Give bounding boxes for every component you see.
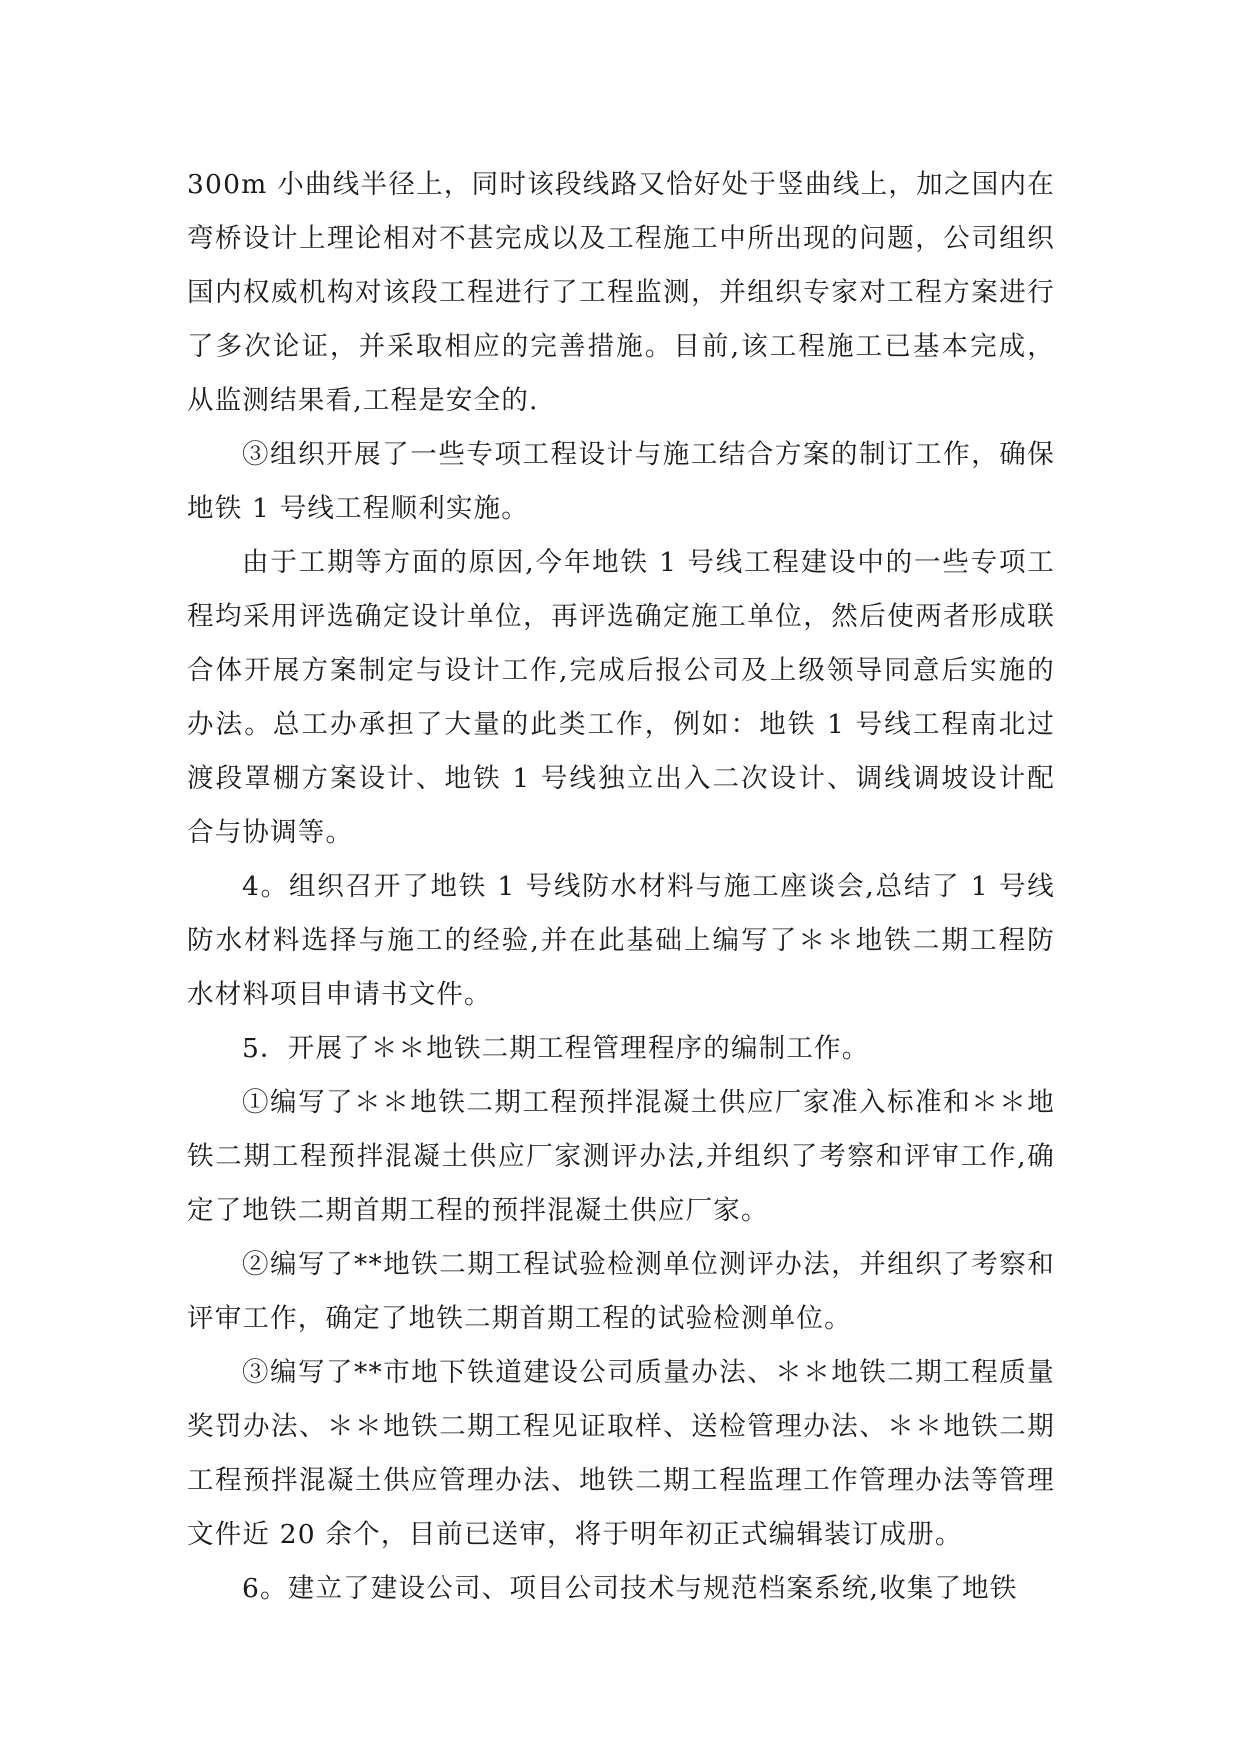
paragraph-item-5-2: ②编写了**地铁二期工程试验检测单位测评办法，并组织了考察和评审工作，确定了地铁二期首期工程的试验检测单位。 (187, 1249, 1055, 1334)
paragraph-item-6: 6。建立了建设公司、项目公司技术与规范档案系统,收集了地铁 (242, 1573, 1018, 1604)
paragraph-item-5: 5．开展了＊＊地铁二期工程管理程序的编制工作。 (242, 1033, 870, 1064)
paragraph-continuation: 300m 小曲线半径上，同时该段线路又恰好处于竖曲线上，加之国内在弯桥设计上理论相对不甚完成以及工程施工中所出现的问题，公司组织国内权威机构对该段工程进行了工程监测，并组织专家对工程方案进行了多次论证，并采取相应的完善措施。目前,该工程施工已基本完成，从监测结果看,工程是安全的. (187, 169, 1055, 416)
document-body (187, 158, 1055, 1616)
paragraph-item-5-3: ③编写了**市地下铁道建设公司质量办法、＊＊地铁二期工程质量奖罚办法、＊＊地铁二期工程见证取样、送检管理办法、＊＊地铁二期工程预拌混凝土供应管理办法、地铁二期工程监理工作管理办法等管理文件近 20 余个，目前已送审，将于明年初正式编辑装订成册。 (187, 1357, 1055, 1550)
paragraph-item-5-1: ①编写了＊＊地铁二期工程预拌混凝土供应厂家准入标准和＊＊地铁二期工程预拌混凝土供应厂家测评办法,并组织了考察和评审工作,确定了地铁二期首期工程的预拌混凝土供应厂家。 (187, 1087, 1055, 1226)
paragraph-special-projects: 由于工期等方面的原因,今年地铁 1 号线工程建设中的一些专项工程均采用评选确定设计单位，再评选确定施工单位，然后使两者形成联合体开展方案制定与设计工作,完成后报公司及上级领导同意后实施的办法。总工办承担了大量的此类工作，例如：地铁 1 号线工程南北过渡段罩棚方案设计、地铁 1 号线独立出入二次设计、调线调坡设计配合与协调等。 (187, 547, 1055, 848)
paragraph-item-4: 4。组织召开了地铁 1 号线防水材料与施工座谈会,总结了 1 号线防水材料选择与施工的经验,并在此基础上编写了＊＊地铁二期工程防水材料项目申请书文件。 (187, 871, 1055, 1010)
paragraph-item-3: ③组织开展了一些专项工程设计与施工结合方案的制订工作，确保地铁 1 号线工程顺利实施。 (187, 439, 1055, 524)
